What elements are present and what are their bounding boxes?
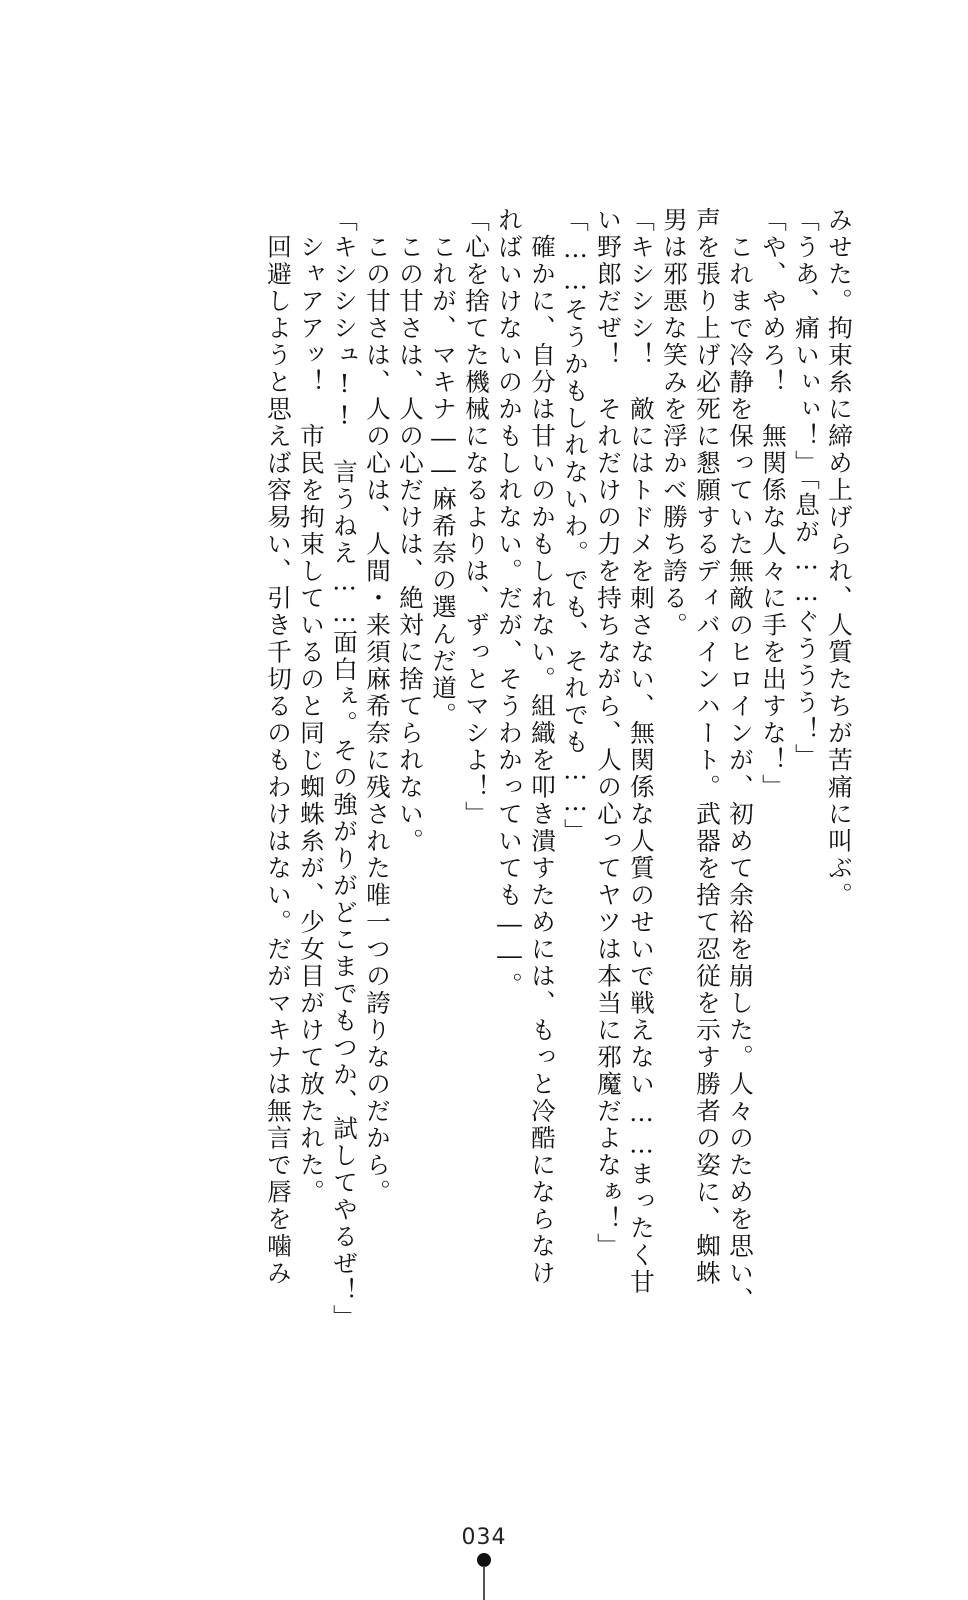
text-line: これまで冷静を保っていた無敵のヒロインが、初めて余裕を崩した。人々のためを思い、 xyxy=(726,207,755,1314)
text-line: ればいけないのかもしれない。だが、そうわかっていても――。 xyxy=(495,207,524,999)
page-marker-dot-icon xyxy=(477,1553,491,1567)
vertical-text-block xyxy=(113,207,854,1332)
text-line: みせた。拘束糸に締め上げられ、人質たちが苦痛に叫ぶ。 xyxy=(825,207,854,909)
text-line: 「キシシシュ!! 言うねえ……面白ぇ。その強がりがどこまでもつか、試してやるぜ！」 xyxy=(330,207,359,1332)
page-marker-line xyxy=(483,1566,485,1600)
text-line: 「うあ、痛いぃぃ！」「息が……ぐううう！」 xyxy=(792,207,821,771)
text-line: 声を張り上げ必死に懇願するディバインハート。武器を捨て忍従を示す勝者の姿に、蜘蛛 xyxy=(693,207,722,1287)
text-line: 回避しようと思えば容易い、引き千切るのもわけはない。だがマキナは無言で唇を噛み xyxy=(264,207,293,1287)
text-line: 「……そうかもしれないわ。でも、それでも……」 xyxy=(561,207,590,846)
text-line: この甘さは、人の心だけは、絶対に捨てられない。 xyxy=(396,207,425,855)
text-line: い野郎だぜ！ それだけの力を持ちながら、人の心ってヤツは本当に邪魔だよなぁ！」 xyxy=(594,207,623,1260)
text-line: 男は邪悪な笑みを浮かべ勝ち誇る。 xyxy=(660,207,689,639)
text-line: 「心を捨てた機械になるよりは、ずっとマシよ！」 xyxy=(462,207,491,828)
text-line: シャアアッ！ 市民を拘束しているのと同じ蜘蛛糸が、少女目がけて放たれた。 xyxy=(297,207,326,1206)
text-line: 「キシシシ！ 敵にはトドメを刺さない、無関係な人質のせいで戦えない……まったく甘 xyxy=(627,207,656,1296)
text-line: 確かに、自分は甘いのかもしれない。組織を叩き潰すためには、もっと冷酷にならなけ xyxy=(528,207,557,1287)
text-line: この甘さは、人の心は、人間・来須麻希奈に残された唯一つの誇りなのだから。 xyxy=(363,207,392,1206)
page-number: 034 xyxy=(461,1525,507,1550)
text-line: 「や、やめろ！ 無関係な人々に手を出すな！」 xyxy=(759,207,788,801)
text-line: これが、マキナ――麻希奈の選んだ道。 xyxy=(429,207,458,729)
